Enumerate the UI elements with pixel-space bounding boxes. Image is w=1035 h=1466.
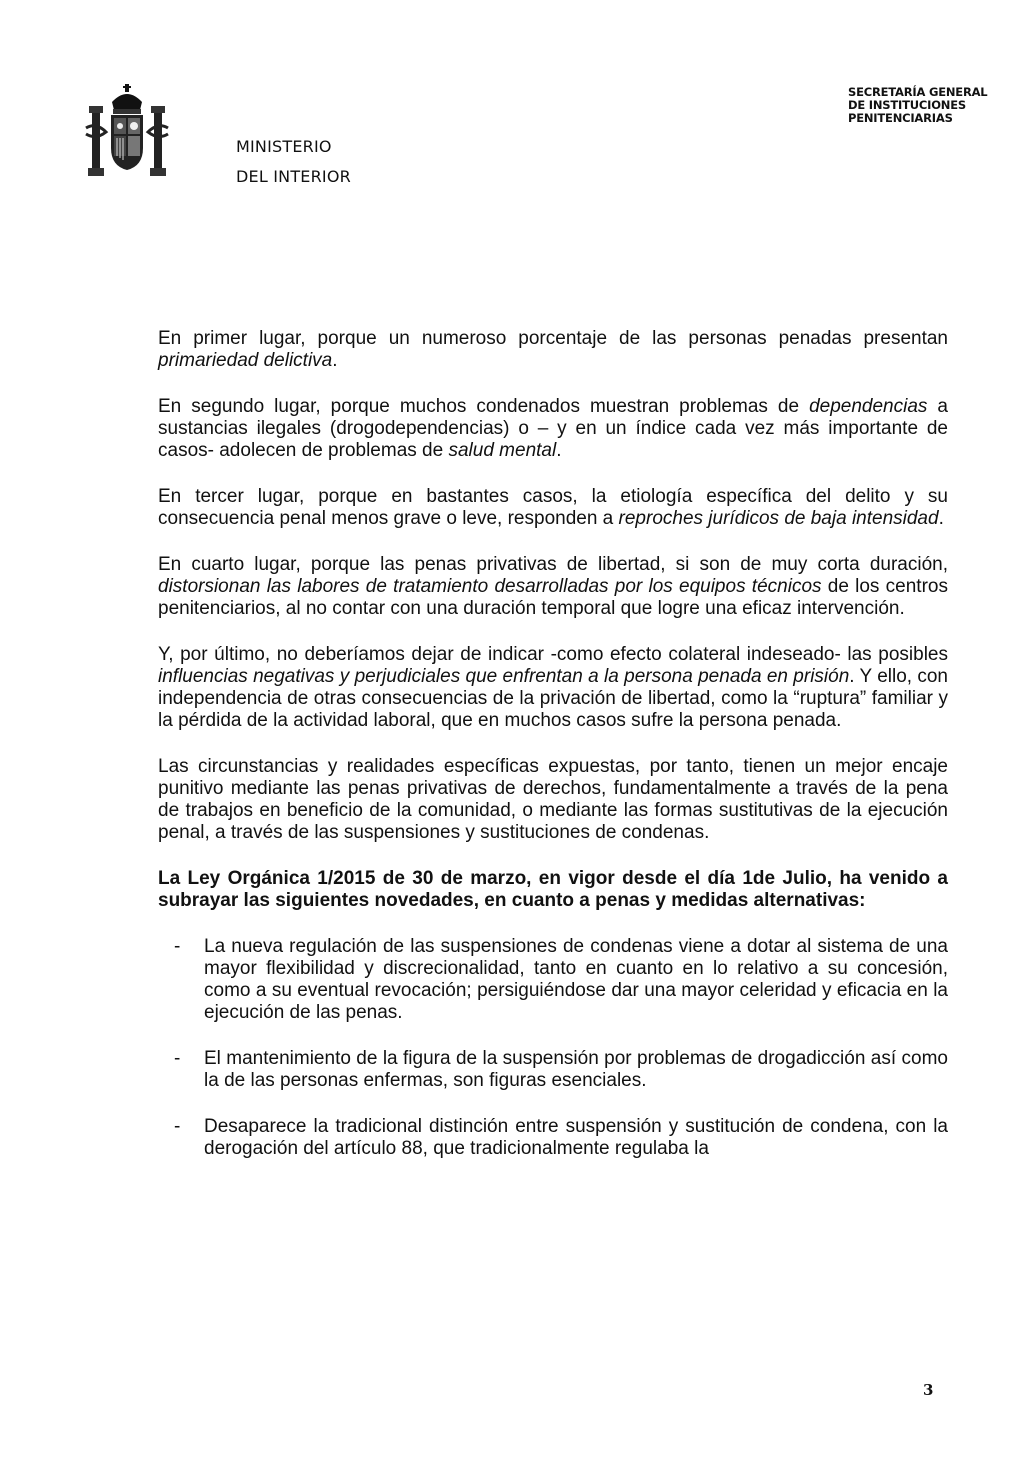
paragraph-primer-lugar: En primer lugar, porque un numeroso porcentaje de las personas penadas presentan primariedad delictiva. <box>158 328 948 371</box>
ministry-line-1: MINISTERIO <box>236 137 332 156</box>
ministry-line-2: DEL INTERIOR <box>236 167 351 186</box>
spanish-coat-of-arms-icon <box>84 82 170 178</box>
paragraph-tercer-lugar: En tercer lugar, porque en bastantes casos, la etiología específica del delito y su consecuencia penal menos grave o leve, responden a reproches jurídicos de baja intensidad. <box>158 486 948 529</box>
emphasis: influencias negativas y perjudiciales que enfrentan a la persona penada en prisión <box>158 666 850 687</box>
emphasis: distorsionan las labores de tratamiento desarrolladas por los equipos técnicos <box>158 576 822 597</box>
paragraph-ley-organica: La Ley Orgánica 1/2015 de 30 de marzo, en vigor desde el día 1de Julio, ha venido a subrayar las siguientes novedades, en cuanto a penas y medidas alternativas: <box>158 868 948 911</box>
emphasis: dependencias <box>809 396 928 417</box>
secretaria-line-3: PENITENCIARIAS <box>848 111 953 125</box>
paragraph-por-ultimo: Y, por último, no deberíamos dejar de indicar -como efecto colateral indeseado- las posibles influencias negativas y perjudiciales que enfrentan a la persona penada en prisión. Y ello, con independencia de otras consecuencias de la privación de libertad, como la “ruptura” familiar y la pérdida de la actividad laboral, que en muchos casos sufre la persona penada. <box>158 644 948 731</box>
secretaria-line-2: DE INSTITUCIONES <box>848 98 966 112</box>
novedades-list <box>158 936 948 1160</box>
list-item: - Desaparece la tradicional distinción entre suspensión y sustitución de condena, con la derogación del artículo 88, que tradicionalmente regulaba la <box>174 1116 948 1159</box>
emphasis: reproches jurídicos de baja intensidad <box>618 508 939 529</box>
bullet-dash: - <box>174 936 181 957</box>
emphasis: primariedad delictiva <box>158 350 333 371</box>
paragraph-cuarto-lugar: En cuarto lugar, porque las penas privativas de libertad, si son de muy corta duración, distorsionan las labores de tratamiento desarrolladas por los equipos técnicos de los centros penitenciarios, al no contar con una duración temporal que logre una eficaz intervención. <box>158 554 948 619</box>
bullet-dash: - <box>174 1048 181 1069</box>
list-item: - La nueva regulación de las suspensiones de condenas viene a dotar al sistema de una mayor flexibilidad y discrecionalidad, tanto en cuanto en lo relativo a su concesión, como a su eventual revocación; persiguiéndose dar una mayor celeridad y eficacia en la ejecución de las penas. <box>174 936 948 1023</box>
secretaria-line-1: SECRETARÍA GENERAL <box>848 85 988 99</box>
page-number: 3 <box>923 1381 934 1399</box>
list-item: - El mantenimiento de la figura de la suspensión por problemas de drogadicción así como la de las personas enfermas, son figuras esenciales. <box>174 1048 948 1091</box>
paragraph-circunstancias: Las circunstancias y realidades específicas expuestas, por tanto, tienen un mejor encaje punitivo mediante las penas privativas de derechos, fundamentalmente a través de la pena de trabajos en beneficio de la comunidad, o mediante las formas sustitutivas de la ejecución penal, a través de las suspensiones y sustituciones de condenas. <box>158 756 948 843</box>
secretaria-general-heading <box>848 86 987 125</box>
document-body <box>158 328 948 1184</box>
paragraph-segundo-lugar: En segundo lugar, porque muchos condenados muestran problemas de dependencias a sustancias ilegales (drogodependencias) o – y en un índice cada vez más importante de casos- adolecen de problemas de salud mental. <box>158 396 948 461</box>
ministry-name <box>236 132 351 192</box>
emphasis: salud mental <box>448 440 557 461</box>
bullet-dash: - <box>174 1116 181 1137</box>
